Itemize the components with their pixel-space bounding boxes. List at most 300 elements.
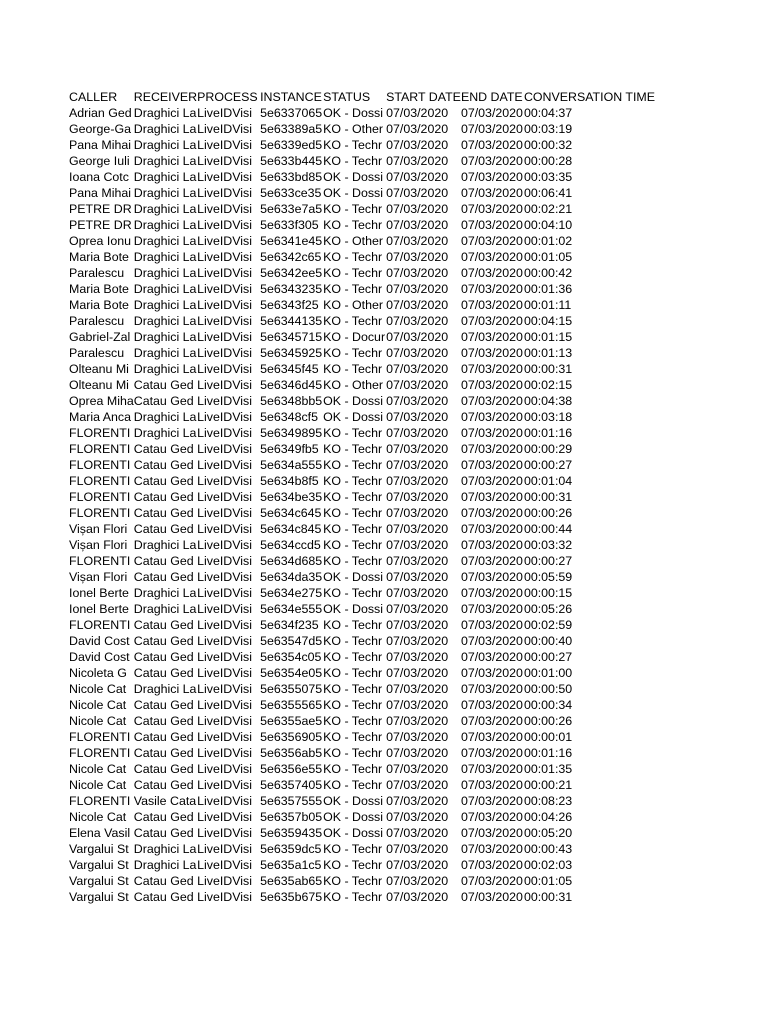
caller-cell: Paralescu: [69, 314, 125, 328]
receiver-cell: Draghici La: [133, 314, 197, 328]
header-instance: INSTANCE: [260, 90, 322, 104]
process-cell: LiveIDVisi: [197, 650, 252, 664]
process-cell: LiveIDVisi: [197, 282, 252, 296]
table-row: [69, 713, 655, 729]
table-row: [69, 121, 655, 137]
end-date-cell: 07/03/2020: [460, 122, 523, 136]
process-cell: LiveIDVisi: [197, 778, 252, 792]
table-row: [69, 185, 655, 201]
conversation-time-cell: 00:04:38: [523, 394, 573, 408]
process-cell: LiveIDVisi: [197, 522, 252, 536]
caller-cell: FLORENTI: [69, 426, 131, 440]
receiver-cell: Catau Ged: [133, 730, 194, 744]
end-date-cell: 07/03/2020: [460, 394, 523, 408]
status-cell: KO - Docur: [323, 330, 386, 344]
caller-cell: FLORENTI: [69, 554, 131, 568]
table-row: [69, 809, 655, 825]
caller-cell: David Cost: [69, 634, 130, 648]
start-date-cell: 07/03/2020: [386, 394, 449, 408]
instance-cell: 5e634c645: [260, 506, 322, 520]
conversation-time-cell: 00:04:10: [523, 218, 573, 232]
end-date-cell: 07/03/2020: [460, 714, 523, 728]
table-row: [69, 313, 655, 329]
table-row: [69, 169, 655, 185]
start-date-cell: 07/03/2020: [386, 170, 449, 184]
end-date-cell: 07/03/2020: [460, 330, 523, 344]
status-cell: KO - Techr: [323, 458, 383, 472]
process-cell: LiveIDVisi: [197, 346, 252, 360]
end-date-cell: 07/03/2020: [460, 458, 523, 472]
receiver-cell: Draghici La: [133, 154, 197, 168]
table-row: [69, 793, 655, 809]
status-cell: OK - Dossi: [323, 826, 384, 840]
instance-cell: 5e6359dc5: [260, 842, 322, 856]
end-date-cell: 07/03/2020: [460, 426, 523, 440]
start-date-cell: 07/03/2020: [386, 426, 449, 440]
conversation-time-cell: 00:00:50: [523, 682, 573, 696]
receiver-cell: Catau Ged: [133, 714, 194, 728]
process-cell: LiveIDVisi: [197, 474, 252, 488]
status-cell: OK - Dossi: [323, 170, 384, 184]
instance-cell: 5e634c845: [260, 522, 322, 536]
receiver-cell: Catau Ged: [133, 762, 194, 776]
instance-cell: 5e634f235: [260, 618, 319, 632]
table-row: [69, 537, 655, 553]
conversation-time-cell: 00:00:27: [523, 458, 573, 472]
end-date-cell: 07/03/2020: [460, 618, 523, 632]
conversation-time-cell: 00:01:05: [523, 250, 573, 264]
table-row: [69, 217, 655, 233]
instance-cell: 5e633ce35: [260, 186, 322, 200]
table-row: [69, 873, 655, 889]
instance-cell: 5e6346d45: [260, 378, 323, 392]
receiver-cell: Catau Ged: [133, 746, 194, 760]
start-date-cell: 07/03/2020: [386, 874, 449, 888]
start-date-cell: 07/03/2020: [386, 186, 449, 200]
receiver-cell: Catau Ged: [133, 522, 194, 536]
instance-cell: 5e635b675: [260, 890, 323, 904]
receiver-cell: Draghici La: [133, 106, 197, 120]
conversation-time-cell: 00:01:11: [523, 298, 572, 312]
receiver-cell: Draghici La: [133, 250, 197, 264]
end-date-cell: 07/03/2020: [460, 410, 523, 424]
instance-cell: 5e6357b05: [260, 810, 323, 824]
receiver-cell: Draghici La: [133, 346, 197, 360]
receiver-cell: Draghici La: [133, 298, 197, 312]
instance-cell: 5e6357405: [260, 778, 323, 792]
start-date-cell: 07/03/2020: [386, 474, 449, 488]
header-end-date: END DATE: [460, 90, 523, 104]
conversation-time-cell: 00:00:28: [523, 154, 573, 168]
conversation-time-cell: 00:01:02: [523, 234, 573, 248]
status-cell: KO - Techr: [323, 730, 383, 744]
status-cell: KO - Techr: [323, 218, 383, 232]
conversation-time-cell: 00:00:27: [523, 650, 573, 664]
process-cell: LiveIDVisi: [197, 378, 252, 392]
conversation-time-cell: 00:00:27: [523, 554, 573, 568]
process-cell: LiveIDVisi: [197, 410, 252, 424]
process-cell: LiveIDVisi: [197, 666, 252, 680]
conversation-time-cell: 00:00:31: [523, 890, 573, 904]
caller-cell: Vargalui St: [69, 874, 129, 888]
end-date-cell: 07/03/2020: [460, 858, 523, 872]
table-row: [69, 745, 655, 761]
header-start-date: START DATE: [386, 90, 461, 104]
process-cell: LiveIDVisi: [197, 506, 252, 520]
start-date-cell: 07/03/2020: [386, 282, 449, 296]
instance-cell: 5e6355ae5: [260, 714, 323, 728]
status-cell: KO - Techr: [323, 586, 383, 600]
end-date-cell: 07/03/2020: [460, 826, 523, 840]
end-date-cell: 07/03/2020: [460, 106, 523, 120]
conversation-time-cell: 00:00:26: [523, 506, 573, 520]
process-cell: LiveIDVisi: [197, 810, 252, 824]
caller-cell: Vișan Flori: [69, 522, 128, 536]
process-cell: LiveIDVisi: [197, 442, 252, 456]
caller-cell: Oprea Miha: [69, 394, 134, 408]
call-log-table: [69, 89, 655, 905]
status-cell: KO - Techr: [323, 282, 383, 296]
table-row: [69, 105, 655, 121]
process-cell: LiveIDVisi: [197, 202, 252, 216]
conversation-time-cell: 00:06:41: [523, 186, 573, 200]
instance-cell: 5e6356905: [260, 730, 323, 744]
end-date-cell: 07/03/2020: [460, 522, 523, 536]
receiver-cell: Catau Ged: [133, 634, 194, 648]
process-cell: LiveIDVisi: [197, 266, 252, 280]
start-date-cell: 07/03/2020: [386, 666, 449, 680]
table-row: [69, 569, 655, 585]
status-cell: KO - Techr: [323, 138, 383, 152]
end-date-cell: 07/03/2020: [460, 186, 523, 200]
table-row: [69, 473, 655, 489]
conversation-time-cell: 00:05:59: [523, 570, 573, 584]
table-row: [69, 761, 655, 777]
receiver-cell: Catau Ged: [133, 650, 194, 664]
conversation-time-cell: 00:00:29: [523, 442, 573, 456]
end-date-cell: 07/03/2020: [460, 362, 523, 376]
process-cell: LiveIDVisi: [197, 570, 252, 584]
instance-cell: 5e6359435: [260, 826, 323, 840]
start-date-cell: 07/03/2020: [386, 538, 449, 552]
end-date-cell: 07/03/2020: [460, 666, 523, 680]
end-date-cell: 07/03/2020: [460, 570, 523, 584]
caller-cell: Vargalui St: [69, 890, 129, 904]
status-cell: KO - Other: [323, 378, 384, 392]
start-date-cell: 07/03/2020: [386, 682, 449, 696]
conversation-time-cell: 00:08:23: [523, 794, 573, 808]
instance-cell: 5e6357555: [260, 794, 323, 808]
table-row: [69, 697, 655, 713]
caller-cell: FLORENTI: [69, 746, 131, 760]
instance-cell: 5e6349895: [260, 426, 323, 440]
end-date-cell: 07/03/2020: [460, 730, 523, 744]
end-date-cell: 07/03/2020: [460, 890, 523, 904]
conversation-time-cell: 00:00:40: [523, 634, 573, 648]
table-row: [69, 841, 655, 857]
conversation-time-cell: 00:00:15: [523, 586, 573, 600]
receiver-cell: Catau Ged: [133, 442, 194, 456]
process-cell: LiveIDVisi: [197, 138, 252, 152]
caller-cell: FLORENTI: [69, 730, 131, 744]
instance-cell: 5e63389a5: [260, 122, 323, 136]
process-cell: LiveIDVisi: [197, 122, 252, 136]
receiver-cell: Catau Ged: [133, 570, 194, 584]
status-cell: KO - Techr: [323, 650, 383, 664]
receiver-cell: Catau Ged: [133, 394, 194, 408]
start-date-cell: 07/03/2020: [386, 746, 449, 760]
table-row: [69, 345, 655, 361]
process-cell: LiveIDVisi: [197, 874, 252, 888]
end-date-cell: 07/03/2020: [460, 170, 523, 184]
end-date-cell: 07/03/2020: [460, 650, 523, 664]
start-date-cell: 07/03/2020: [386, 522, 449, 536]
instance-cell: 5e6342ee5: [260, 266, 323, 280]
start-date-cell: 07/03/2020: [386, 730, 449, 744]
end-date-cell: 07/03/2020: [460, 474, 523, 488]
caller-cell: Maria Bote: [69, 282, 129, 296]
start-date-cell: 07/03/2020: [386, 202, 449, 216]
receiver-cell: Draghici La: [133, 282, 197, 296]
receiver-cell: Draghici La: [133, 538, 197, 552]
end-date-cell: 07/03/2020: [460, 746, 523, 760]
start-date-cell: 07/03/2020: [386, 154, 449, 168]
end-date-cell: 07/03/2020: [460, 554, 523, 568]
instance-cell: 5e634da35: [260, 570, 323, 584]
start-date-cell: 07/03/2020: [386, 410, 449, 424]
instance-cell: 5e6337065: [260, 106, 323, 120]
start-date-cell: 07/03/2020: [386, 602, 449, 616]
caller-cell: Nicoleta G: [69, 666, 127, 680]
process-cell: LiveIDVisi: [197, 234, 252, 248]
end-date-cell: 07/03/2020: [460, 154, 523, 168]
table-row: [69, 585, 655, 601]
conversation-time-cell: 00:00:21: [523, 778, 573, 792]
table-row: [69, 425, 655, 441]
status-cell: KO - Techr: [323, 426, 383, 440]
conversation-time-cell: 00:00:43: [523, 842, 573, 856]
instance-cell: 5e633f305: [260, 218, 319, 232]
end-date-cell: 07/03/2020: [460, 538, 523, 552]
table-row: [69, 361, 655, 377]
table-row: [69, 601, 655, 617]
receiver-cell: Draghici La: [133, 266, 197, 280]
caller-cell: Oprea Ionu: [69, 234, 131, 248]
start-date-cell: 07/03/2020: [386, 346, 449, 360]
status-cell: KO - Techr: [323, 762, 383, 776]
instance-cell: 5e6345f45: [260, 362, 319, 376]
instance-cell: 5e6344135: [260, 314, 323, 328]
end-date-cell: 07/03/2020: [460, 202, 523, 216]
receiver-cell: Catau Ged: [133, 666, 194, 680]
caller-cell: Vargalui St: [69, 858, 129, 872]
process-cell: LiveIDVisi: [197, 602, 252, 616]
instance-cell: 5e635ab65: [260, 874, 323, 888]
status-cell: KO - Techr: [323, 554, 383, 568]
status-cell: KO - Techr: [323, 618, 383, 632]
process-cell: LiveIDVisi: [197, 682, 252, 696]
start-date-cell: 07/03/2020: [386, 298, 449, 312]
start-date-cell: 07/03/2020: [386, 138, 449, 152]
table-row: [69, 233, 655, 249]
caller-cell: PETRE DR: [69, 218, 132, 232]
caller-cell: Nicole Cat: [69, 778, 127, 792]
conversation-time-cell: 00:01:36: [523, 282, 573, 296]
instance-cell: 5e6354c05: [260, 650, 322, 664]
table-row: [69, 441, 655, 457]
table-row: [69, 393, 655, 409]
receiver-cell: Vasile Cata: [133, 794, 197, 808]
caller-cell: Elena Vasil: [69, 826, 131, 840]
table-row: [69, 153, 655, 169]
status-cell: KO - Techr: [323, 714, 383, 728]
header-receiver: RECEIVER: [133, 90, 198, 104]
process-cell: LiveIDVisi: [197, 858, 252, 872]
table-row: [69, 857, 655, 873]
caller-cell: FLORENTI: [69, 442, 131, 456]
process-cell: LiveIDVisi: [197, 490, 252, 504]
table-row: [69, 265, 655, 281]
start-date-cell: 07/03/2020: [386, 122, 449, 136]
end-date-cell: 07/03/2020: [460, 266, 523, 280]
process-cell: LiveIDVisi: [197, 794, 252, 808]
table-row: [69, 377, 655, 393]
process-cell: LiveIDVisi: [197, 298, 252, 312]
status-cell: KO - Techr: [323, 778, 383, 792]
process-cell: LiveIDVisi: [197, 746, 252, 760]
table-row: [69, 505, 655, 521]
start-date-cell: 07/03/2020: [386, 570, 449, 584]
conversation-time-cell: 00:00:26: [523, 714, 573, 728]
start-date-cell: 07/03/2020: [386, 714, 449, 728]
receiver-cell: Draghici La: [133, 586, 197, 600]
instance-cell: 5e634d685: [260, 554, 323, 568]
process-cell: LiveIDVisi: [197, 106, 252, 120]
receiver-cell: Draghici La: [133, 330, 197, 344]
process-cell: LiveIDVisi: [197, 170, 252, 184]
caller-cell: Vișan Flori: [69, 570, 128, 584]
conversation-time-cell: 00:00:32: [523, 138, 573, 152]
caller-cell: Ionel Berte: [69, 586, 129, 600]
start-date-cell: 07/03/2020: [386, 618, 449, 632]
receiver-cell: Catau Ged: [133, 810, 194, 824]
status-cell: KO - Techr: [323, 314, 383, 328]
instance-cell: 5e633e7a5: [260, 202, 323, 216]
conversation-time-cell: 00:01:15: [523, 330, 573, 344]
caller-cell: Nicole Cat: [69, 714, 127, 728]
instance-cell: 5e6356e55: [260, 762, 323, 776]
conversation-time-cell: 00:03:18: [523, 410, 573, 424]
end-date-cell: 07/03/2020: [460, 602, 523, 616]
status-cell: OK - Dossi: [323, 810, 384, 824]
instance-cell: 5e634ccd5: [260, 538, 321, 552]
table-row: [69, 281, 655, 297]
receiver-cell: Catau Ged: [133, 474, 194, 488]
process-cell: LiveIDVisi: [197, 634, 252, 648]
instance-cell: 5e635a1c5: [260, 858, 322, 872]
conversation-time-cell: 00:00:01: [523, 730, 573, 744]
process-cell: LiveIDVisi: [197, 458, 252, 472]
status-cell: KO - Techr: [323, 346, 383, 360]
caller-cell: Olteanu Mi: [69, 362, 129, 376]
table-row: [69, 489, 655, 505]
table-row: [69, 777, 655, 793]
conversation-time-cell: 00:03:19: [523, 122, 573, 136]
conversation-time-cell: 00:02:03: [523, 858, 573, 872]
process-cell: LiveIDVisi: [197, 762, 252, 776]
instance-cell: 5e6339ed5: [260, 138, 323, 152]
caller-cell: Nicole Cat: [69, 810, 127, 824]
process-cell: LiveIDVisi: [197, 426, 252, 440]
table-row: [69, 329, 655, 345]
process-cell: LiveIDVisi: [197, 218, 252, 232]
process-cell: LiveIDVisi: [197, 698, 252, 712]
instance-cell: 5e634e555: [260, 602, 323, 616]
caller-cell: George-Ga: [69, 122, 131, 136]
instance-cell: 5e634e275: [260, 586, 323, 600]
process-cell: LiveIDVisi: [197, 186, 252, 200]
caller-cell: Paralescu: [69, 266, 125, 280]
process-cell: LiveIDVisi: [197, 890, 252, 904]
status-cell: KO - Techr: [323, 442, 383, 456]
conversation-time-cell: 00:01:13: [523, 346, 573, 360]
header-status: STATUS: [323, 90, 371, 104]
receiver-cell: Draghici La: [133, 602, 197, 616]
status-cell: KO - Techr: [323, 858, 383, 872]
instance-cell: 5e6355565: [260, 698, 323, 712]
receiver-cell: Draghici La: [133, 426, 197, 440]
process-cell: LiveIDVisi: [197, 538, 252, 552]
end-date-cell: 07/03/2020: [460, 874, 523, 888]
table-row: [69, 665, 655, 681]
instance-cell: 5e6355075: [260, 682, 323, 696]
caller-cell: Pana Mihai: [69, 186, 131, 200]
status-cell: OK - Dossi: [323, 394, 384, 408]
caller-cell: Nicole Cat: [69, 682, 127, 696]
receiver-cell: Draghici La: [133, 202, 197, 216]
receiver-cell: Catau Ged: [133, 826, 194, 840]
conversation-time-cell: 00:00:44: [523, 522, 573, 536]
table-row: [69, 825, 655, 841]
receiver-cell: Catau Ged: [133, 506, 194, 520]
caller-cell: FLORENTI: [69, 490, 131, 504]
status-cell: KO - Techr: [323, 154, 383, 168]
conversation-time-cell: 00:03:35: [523, 170, 573, 184]
process-cell: LiveIDVisi: [197, 554, 252, 568]
status-cell: KO - Techr: [323, 250, 383, 264]
instance-cell: 5e634a555: [260, 458, 323, 472]
status-cell: KO - Techr: [323, 698, 383, 712]
table-row: [69, 729, 655, 745]
start-date-cell: 07/03/2020: [386, 106, 449, 120]
status-cell: OK - Dossi: [323, 106, 384, 120]
receiver-cell: Draghici La: [133, 842, 197, 856]
start-date-cell: 07/03/2020: [386, 490, 449, 504]
start-date-cell: 07/03/2020: [386, 586, 449, 600]
start-date-cell: 07/03/2020: [386, 634, 449, 648]
receiver-cell: Catau Ged: [133, 378, 194, 392]
caller-cell: Ioana Cotc: [69, 170, 129, 184]
status-cell: KO - Other: [323, 298, 384, 312]
caller-cell: FLORENTI: [69, 474, 131, 488]
caller-cell: Adrian Ged: [69, 106, 132, 120]
start-date-cell: 07/03/2020: [386, 442, 449, 456]
status-cell: KO - Techr: [323, 522, 383, 536]
instance-cell: 5e63547d5: [260, 634, 323, 648]
caller-cell: Pana Mihai: [69, 138, 131, 152]
caller-cell: George Iuli: [69, 154, 130, 168]
table-row: [69, 409, 655, 425]
